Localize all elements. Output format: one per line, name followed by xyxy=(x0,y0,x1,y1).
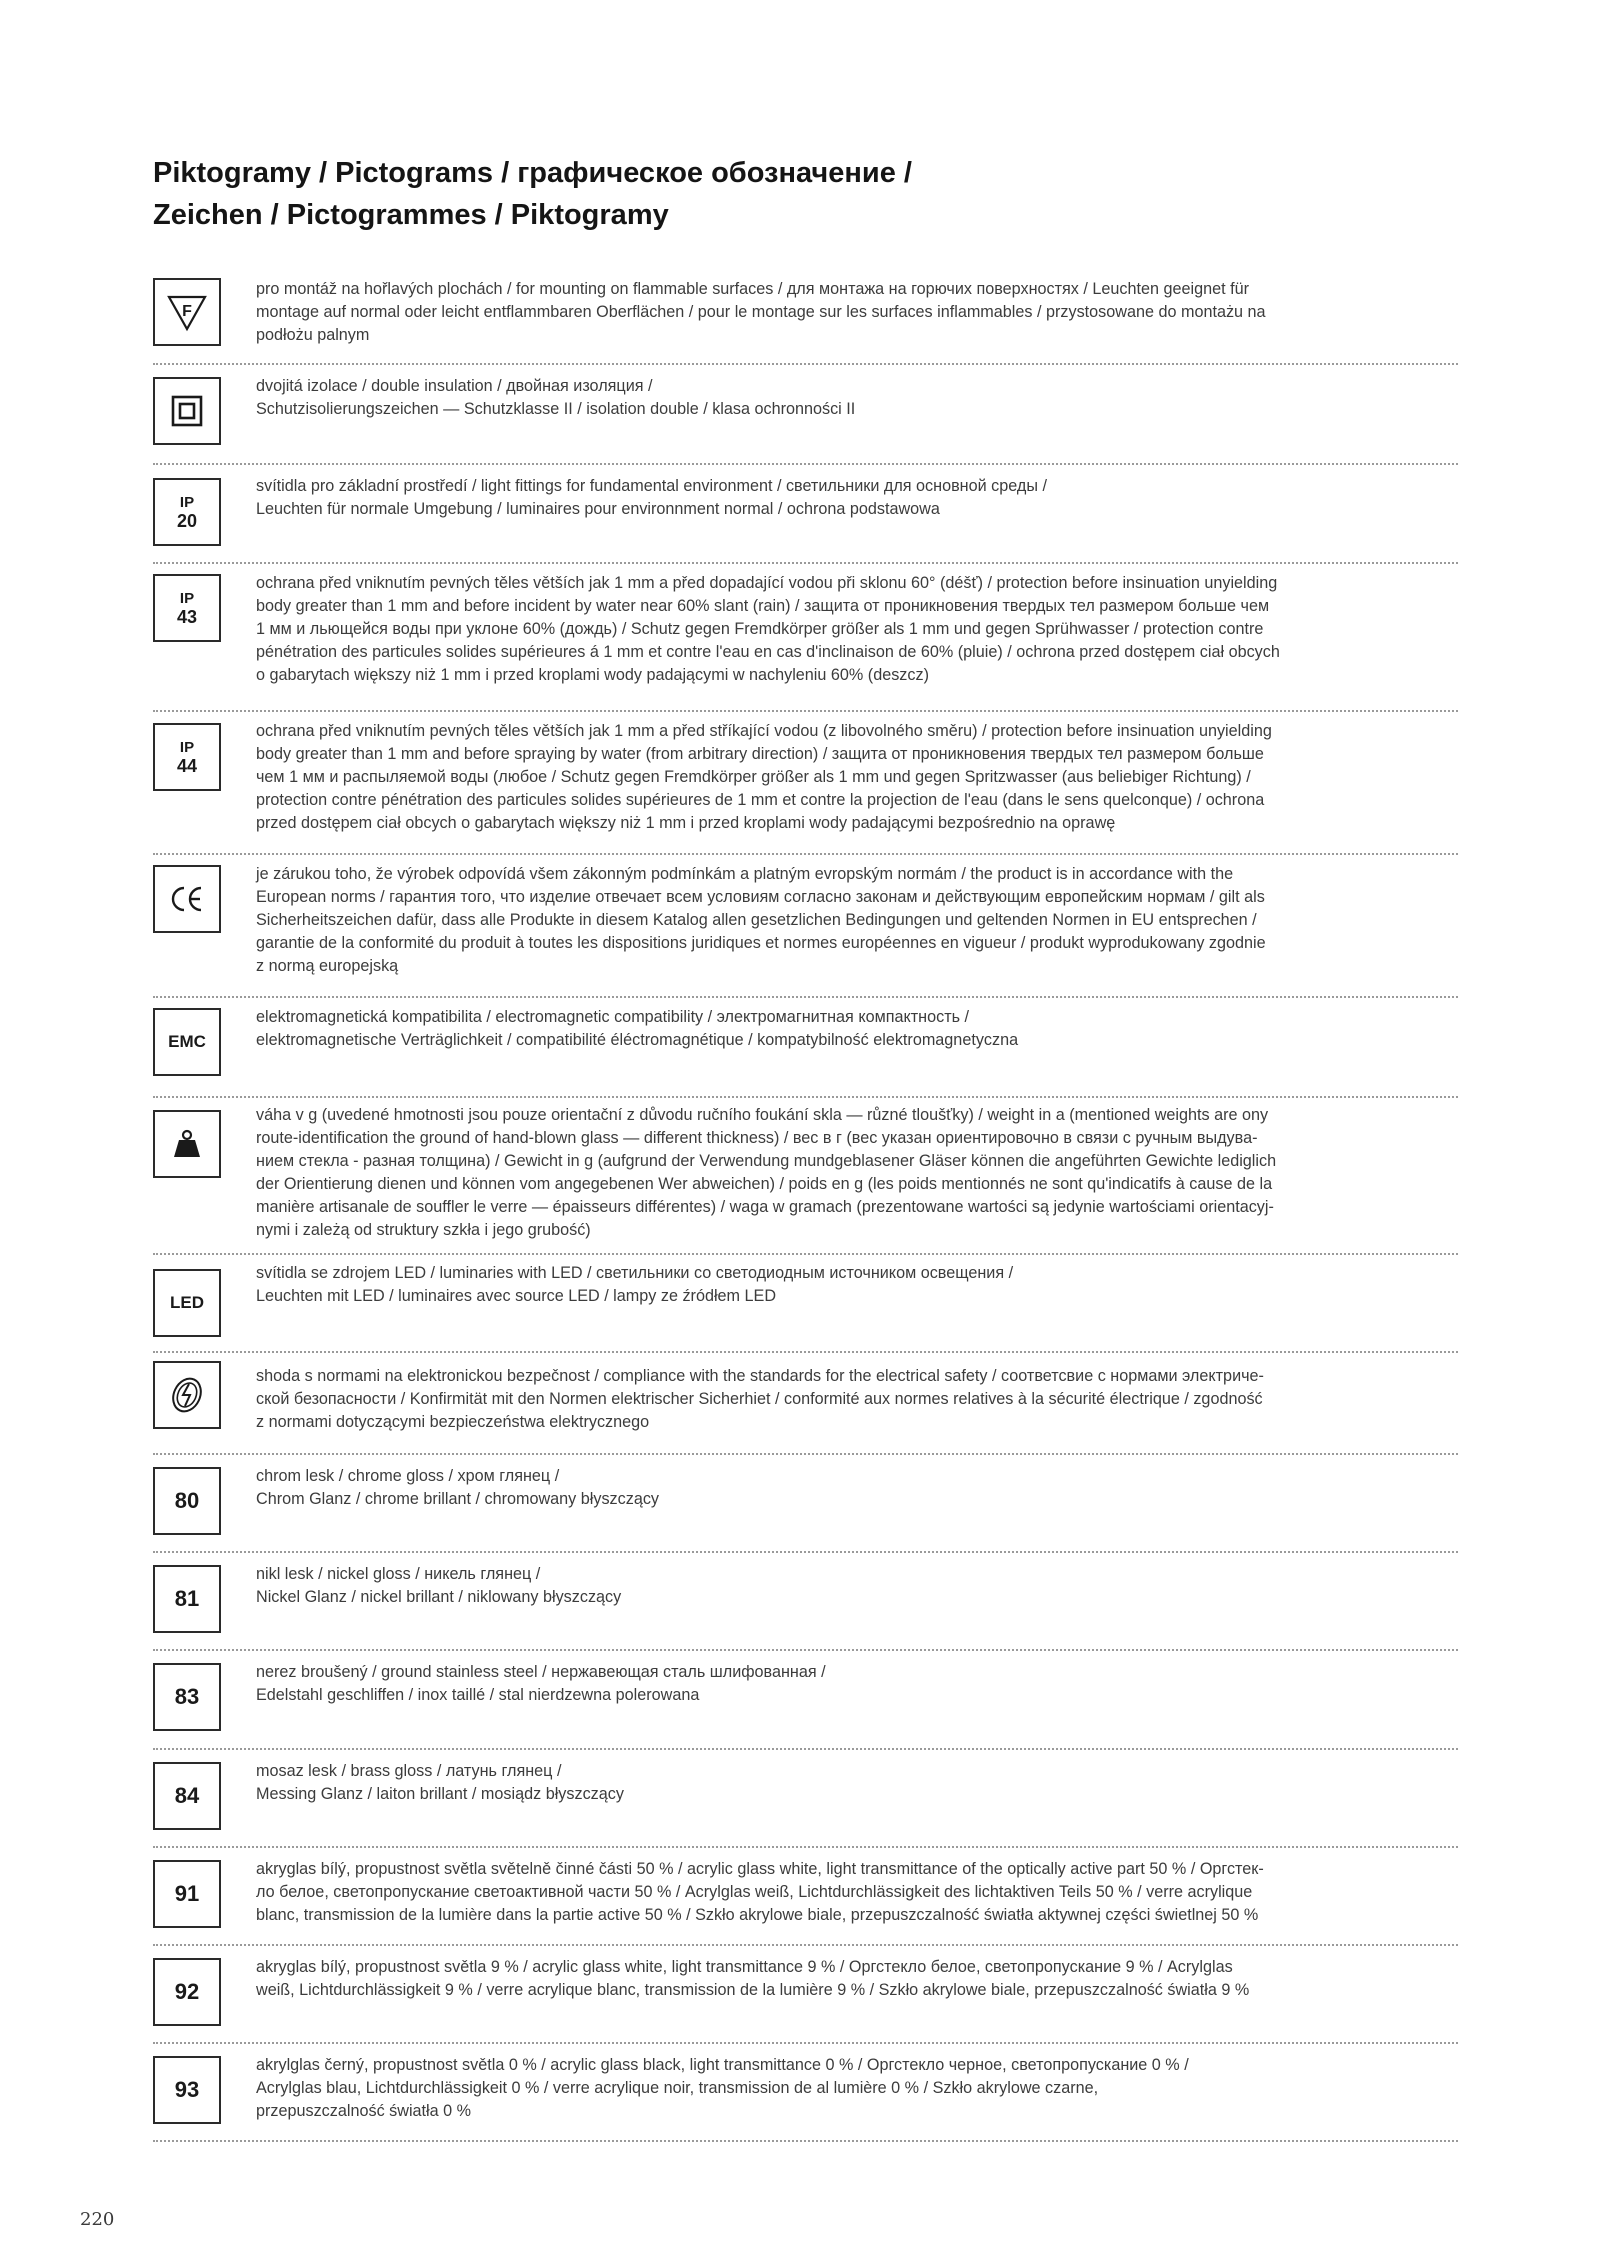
pictogram-row-led xyxy=(153,1253,1458,1353)
pictogram-description: svítidla se zdrojem LED / luminaries with LED / светильники со светодиодным источником освещения / Leuchten mit LED / luminaires avec source LED / lampy ze źródłem LED xyxy=(256,1264,1014,1305)
flammable-surface-icon xyxy=(153,278,221,346)
pictogram-description: shoda s normami na elektronickou bezpečnost / compliance with the standards for the electrical safety / соответсвие с нормами электриче- ской безопасности / Konfirmität mit den Normen elektrischer Sicherhiet / conformité aux normes relatives à la sécurité électrique / zgodność z normami dotyczącymi bezpieczeństwa elektrycznego xyxy=(256,1367,1264,1431)
ip20-icon xyxy=(153,478,221,546)
pictogram-row-ip43 xyxy=(153,562,1458,712)
ce-mark-icon xyxy=(153,865,221,933)
pictogram-description: váha v g (uvedené hmotnosti jsou pouze orientační z důvodu ručního foukání skla — různé tloušťky) / weight in a (mentioned weights are ony route-identification the ground of hand-blown glass — different thickness) / вес в г (вес указан ориентировочно в связи с ручным выдува- нием стекла - разная толщина) / Gewicht in g (aufgrund der Verwendung mundgeblasener Gläser können die angeführten Gewichte lediglich der Orientierung dienen und können vom angegebenen Wer abweichen) / poids en g (les poids mentionnés ne sont qu'indicatifs à cause de la manière artisanale de souffler le verre — épaisseurs différentes) / waga w gramach (prezentowane wartości są jedynie wartościami orientacyj- nymi i zależą od struktury szkła i jego grubość) xyxy=(256,1106,1277,1239)
pictogram-description: chrom lesk / chrome gloss / хром глянец / Chrom Glanz / chrome brillant / chromowany błyszczący xyxy=(256,1467,660,1508)
finish-code: 91 xyxy=(174,1881,200,1906)
pictogram-row-ip44 xyxy=(153,710,1458,855)
pictogram-row-electrical-safety xyxy=(153,1351,1458,1455)
pictogram-description: ochrana před vniknutím pevných těles větších jak 1 mm a před stříkající vodou (z libovolného směru) / protection before insinuation unyielding body greater than 1 mm and before spraying by water (from arbitrary direction) / защита от проникновения твердых тел размером больше чем 1 мм и распыляемой воды (любое / Schutz gegen Fremdkörper größer als 1 mm und gegen Spritzwasser (aus beliebiger Richtung) / protection contre pénétration des particules solides supérieures de 1 mm et contre la projection de l'eau (dans le sens quelconque) / ochrona przed dostępem ciał obcych o gabarytach większy niż 1 mm i przed kroplami wody padającymi bezpośrednio na oprawę xyxy=(256,722,1272,832)
pictogram-row-ce xyxy=(153,853,1458,998)
finish-80-icon xyxy=(153,1467,221,1535)
pictogram-row-flammable xyxy=(153,270,1458,365)
finish-93-icon xyxy=(153,2056,221,2124)
finish-code: 84 xyxy=(174,1783,200,1808)
svg-text:F: F xyxy=(182,303,192,320)
pictogram-description: pro montáž na hořlavých plochách / for mounting on flammable surfaces / для монтажа на горючих поверхностях / Leuchten geeignet für montage auf normal oder leicht entflammbaren Oberflächen / pour le montage sur les surfaces inflammables / przystosowane do montażu na podłożu palnym xyxy=(256,280,1266,344)
finish-92-icon xyxy=(153,1958,221,2026)
pictogram-description: nerez broušený / ground stainless steel / нержавеющая сталь шлифованная / Edelstahl geschliffen / inox taillé / stal nierdzewna polerowana xyxy=(256,1663,826,1704)
pictogram-description: elektromagnetická kompatibilita / electromagnetic compatibility / электромагнитная компактность / elektromagnetische Verträglichkeit / compatibilité éléctromagnétique / kompatybilność elektromagnetyczna xyxy=(256,1008,1019,1049)
finish-91-icon xyxy=(153,1860,221,1928)
emc-label: EMC xyxy=(168,1032,206,1051)
pictogram-description: nikl lesk / nickel gloss / никель глянец / Nickel Glanz / nickel brillant / niklowany błyszczący xyxy=(256,1565,622,1606)
led-icon xyxy=(153,1269,221,1337)
page-title-line-2: Zeichen / Pictogrammes / Piktogramy xyxy=(153,199,669,231)
page-title xyxy=(153,152,1453,236)
finish-code: 80 xyxy=(174,1488,200,1513)
pictogram-row-finish-91 xyxy=(153,1846,1458,1946)
finish-code: 92 xyxy=(174,1979,200,2004)
ip44-icon xyxy=(153,723,221,791)
pictogram-row-finish-81 xyxy=(153,1551,1458,1651)
pictogram-row-finish-92 xyxy=(153,1944,1458,2044)
finish-code: 81 xyxy=(174,1586,200,1611)
ip-label: IP xyxy=(179,590,195,607)
pictogram-description: je zárukou toho, že výrobek odpovídá všem zákonným podmínkám a platným evropským normám / the product is in accordance with the European norms / гарантия того, что изделие отвечает всем условиям согласно законам и действующим европейским нормам / gilt als Sicherheitszeichen dafür, dass alle Produkte in diesem Katalog allen gesetzlichen Bedingungen und geltenden Normen in EU entsprechen / garantie de la conformité du produit à toutes les dispositions juridiques et normes européennes en vigueur / produkt wyprodukowany zgodnie z normą europejską xyxy=(256,865,1266,975)
pictogram-row-weight xyxy=(153,1096,1458,1255)
page-title-line-1: Piktogramy / Pictograms / графическое обозначение / xyxy=(153,157,912,189)
electrical-safety-icon xyxy=(153,1361,221,1429)
pictogram-description: akryglas bílý, propustnost světla 9 % / acrylic glass white, light transmittance 9 % / Оргстекло белое, светопропускание 9 % / Acrylglas weiß, Lichtdurchlässigkeit 9 % / verre acrylique blanc, transmission de la lumière 9 % / Szkło akrylowe biale, przepuszczalność światła 9 % xyxy=(256,1958,1250,1999)
ip-label: IP xyxy=(179,739,195,756)
pictogram-row-finish-80 xyxy=(153,1453,1458,1553)
pictogram-description: akrylglas černý, propustnost světla 0 % / acrylic glass black, light transmittance 0 % / Оргстекло черное, светопропускание 0 % / Acrylglas blau, Lichtdurchlässigkeit 0 % / verre acrylique noir, transmission de al lumière 0 % / Szkło akrylowe czarne, przepuszczalność światła 0 % xyxy=(256,2056,1189,2120)
pictogram-description: dvojitá izolace / double insulation / двойная изоляция / Schutzisolierungszeichen — Schutzklasse II / isolation double / klasa ochronności II xyxy=(256,377,856,418)
pictogram-description: svítidla pro základní prostředí / light fittings for fundamental environment / светильники для основной среды / Leuchten für normale Umgebung / luminaires pour environnment normal / ochrona podstawowa xyxy=(256,477,1047,518)
led-label: LED xyxy=(170,1293,204,1312)
finish-81-icon xyxy=(153,1565,221,1633)
ip-code: 43 xyxy=(176,607,198,627)
double-insulation-icon xyxy=(153,377,221,445)
pictogram-description: akryglas bílý, propustnost světla světelně činné části 50 % / acrylic glass white, light transmittance of the optically active part 50 % / Оргстек- ло белое, светопропускание светоактивной части 50 % / Acrylglas weiß, Lichtdurchlässigkeit des lichtaktiven Teils 50 % / verre acrylique blanc, transmission de la lumière dans la partie active 50 % / Szkło akrylowe biale, przepuszczalność światła aktywnej części świetlnej 50 % xyxy=(256,1860,1264,1924)
ip43-icon xyxy=(153,574,221,642)
pictogram-row-finish-93 xyxy=(153,2042,1458,2142)
pictogram-row-emc xyxy=(153,996,1458,1098)
finish-84-icon xyxy=(153,1762,221,1830)
pictogram-description: mosaz lesk / brass gloss / латунь глянец / Messing Glanz / laiton brillant / mosiądz błyszczący xyxy=(256,1762,624,1803)
ip-code: 20 xyxy=(176,511,198,531)
emc-icon xyxy=(153,1008,221,1076)
pictogram-row-ip20 xyxy=(153,463,1458,564)
pictogram-row-double-insulation xyxy=(153,363,1458,465)
ip-label: IP xyxy=(179,494,195,511)
pictogram-row-finish-83 xyxy=(153,1649,1458,1750)
pictogram-description: ochrana před vniknutím pevných těles větších jak 1 mm a před dopadající vodou při sklonu 60° (déšť) / protection before insinuation unyielding body greater than 1 mm and before incident by water near 60% slant (rain) / защита от проникновения твердых тел размером больше чем 1 мм и льющейся воды при уклоне 60% (дождь) / Schutz gegen Fremdkörper größer als 1 mm und gegen Sprühwasser / protection contre pénétration des particules solides supérieures á 1 mm et contre l'eau en cas d'inclinaison de 60% (pluie) / ochrona przed dostępem ciał obcych o gabarytach większy niż 1 mm i przed kroplami wody padającymi w nachyleniu 60% (deszcz) xyxy=(256,574,1280,684)
ip-code: 44 xyxy=(176,756,198,776)
finish-code: 93 xyxy=(174,2077,200,2102)
page-number: 220 xyxy=(80,2209,115,2230)
weight-icon xyxy=(153,1110,221,1178)
finish-83-icon xyxy=(153,1663,221,1731)
pictogram-row-finish-84 xyxy=(153,1748,1458,1848)
finish-code: 83 xyxy=(174,1684,200,1709)
